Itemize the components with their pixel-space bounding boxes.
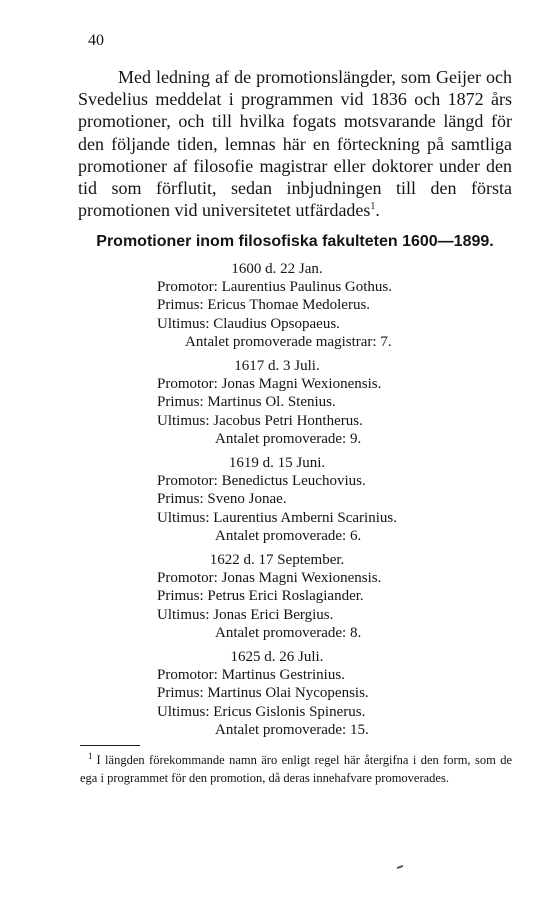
intro-text: Med ledning af de promotionslängder, som Geijer och Svedelius meddelat i programmen vid 1836 och 1872 års promotioner, och till hvilka fogats motsvarande längd för den följande tiden, lemnas här en förteckning på samtliga promotioner af filosofie magistrar eller doktorer under den tid som förflutit, sedan inbjudningen till den första promotionen vid universitetet utfärdades — [78, 67, 512, 221]
ultimus-line: Ultimus: Jonas Erici Bergius. — [157, 606, 334, 623]
promoted-count: Antalet promoverade: 9. — [215, 430, 362, 447]
primus-line: Primus: Martinus Ol. Stenius. — [157, 394, 336, 411]
promotion-date: 1625 d. 26 Juli. — [230, 649, 324, 666]
footnote-divider — [80, 745, 140, 746]
promotion-entry — [157, 648, 457, 739]
promotion-date: 1600 d. 22 Jan. — [231, 261, 323, 277]
footnote-text: I längden förekommande namn äro enligt regel här återgifna i den form, som de ega i programmet för den promotion, då deras innehafvare promoverades. — [80, 753, 512, 785]
promotion-date: 1617 d. 3 Juli. — [234, 358, 320, 375]
footnote — [80, 752, 512, 787]
promotion-entry — [157, 260, 457, 351]
footnote-reference: 1 — [370, 201, 376, 213]
promoted-count: Antalet promoverade magistrar: 7. — [185, 333, 392, 350]
promotion-entry — [157, 357, 457, 448]
ultimus-line: Ultimus: Claudius Opsopaeus. — [157, 315, 340, 332]
primus-line: Primus: Martinus Olai Nycopensis. — [157, 685, 369, 702]
promotion-entry — [157, 454, 457, 545]
primus-line: Primus: Sveno Jonae. — [157, 491, 287, 508]
promoted-count: Antalet promoverade: 15. — [215, 721, 369, 738]
promotion-date: 1619 d. 15 Juni. — [228, 455, 326, 472]
promoted-count: Antalet promoverade: 8. — [215, 624, 362, 641]
promotor-line: Promotor: Jonas Magni Wexionensis. — [157, 570, 382, 587]
ultimus-line: Ultimus: Laurentius Amberni Scarinius. — [157, 509, 397, 526]
intro-end: . — [375, 200, 380, 221]
footnote-mark: 1 — [88, 750, 93, 761]
promotor-line: Promotor: Laurentius Paulinus Gothus. — [157, 279, 392, 296]
ultimus-line: Ultimus: Ericus Gislonis Spinerus. — [157, 703, 366, 720]
primus-line: Primus: Petrus Erici Roslagiander. — [157, 588, 364, 605]
promotor-line: Promotor: Benedictus Leuchovius. — [157, 473, 366, 490]
promotion-date: 1622 d. 17 September. — [209, 552, 345, 569]
ultimus-line: Ultimus: Jacobus Petri Hontherus. — [157, 412, 363, 429]
promotion-entry — [157, 551, 457, 642]
intro-paragraph — [78, 66, 512, 221]
promotor-line: Promotor: Martinus Gestrinius. — [157, 667, 345, 684]
page-number: 40 — [88, 32, 104, 49]
primus-line: Primus: Ericus Thomae Medolerus. — [157, 297, 371, 314]
promoted-count: Antalet promoverade: 6. — [215, 527, 362, 544]
ink-speck — [397, 865, 403, 869]
section-heading: Promotioner inom filosofiska fakulteten 1600—1899. — [96, 233, 494, 250]
promotion-list — [157, 260, 457, 745]
promotor-line: Promotor: Jonas Magni Wexionensis. — [157, 376, 382, 393]
